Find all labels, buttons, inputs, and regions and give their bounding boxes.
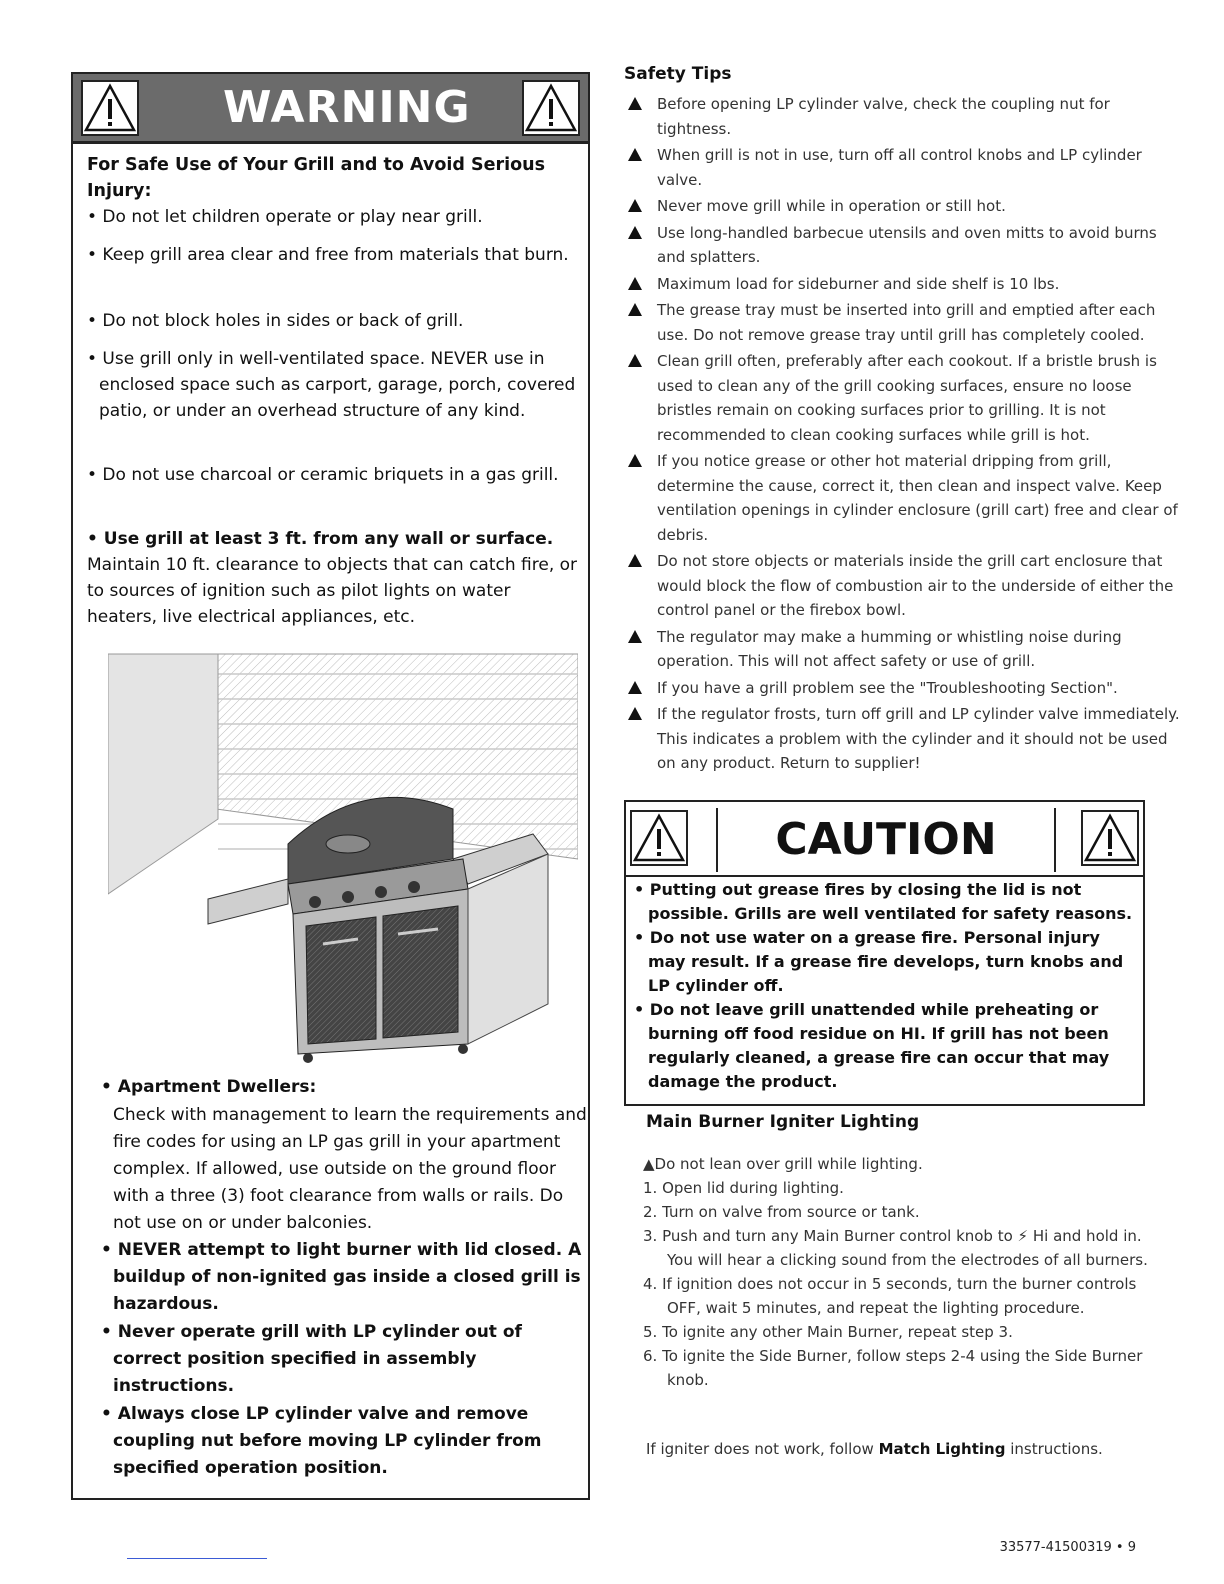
triangle-bullet-icon <box>628 303 642 316</box>
clearance-text: Maintain 10 ft. clearance to objects that can catch fire, or to sources of ignition such as pilot lights on water heaters, live electrical appliances, etc. <box>87 555 578 627</box>
safety-tip: When grill is not in use, turn off all control knobs and LP cylinder valve. <box>624 143 1184 192</box>
safety-tip: Never move grill while in operation or still hot. <box>624 194 1184 219</box>
warning-box <box>71 72 590 1500</box>
safety-tip: Before opening LP cylinder valve, check the coupling nut for tightness. <box>624 92 1184 141</box>
safety-tip: Use long-handled barbecue utensils and oven mitts to avoid burns and splatters. <box>624 221 1184 270</box>
safety-tip: The grease tray must be inserted into grill and emptied after each use. Do not remove grease tray until grill has completely cooled. <box>624 298 1184 347</box>
safety-tip: Clean grill often, preferably after each cookout. If a bristle brush is used to clean any of the grill cooking surfaces, ensure no loose bristles remain on cooking surfaces prior to grilling. It is not recommended to clean cooking surfaces while grill is hot. <box>624 349 1184 447</box>
clearance-heading: • Use grill at least 3 ft. from any wall or surface. <box>87 529 554 549</box>
burner-step: 5. To ignite any other Main Burner, repeat step 3. <box>643 1323 1013 1341</box>
apartment-block <box>101 1074 589 1483</box>
safety-tip: If you have a grill problem see the "Troubleshooting Section". <box>624 676 1184 701</box>
burner-warning-line: ▲Do not lean over grill while lighting. <box>643 1155 923 1173</box>
triangle-bullet-icon <box>628 681 642 694</box>
warning-clearance <box>87 526 582 630</box>
safety-tip: Maximum load for sideburner and side shelf is 10 lbs. <box>624 272 1184 297</box>
apartment-heading: • Apartment Dwellers: <box>101 1077 317 1097</box>
never-lp-warning: • Never operate grill with LP cylinder out of correct position specified in assembly instructions. <box>101 1322 522 1396</box>
warning-triangle-icon <box>522 80 580 136</box>
triangle-bullet-icon <box>628 454 642 467</box>
burner-step: 1. Open lid during lighting. <box>643 1179 844 1197</box>
triangle-bullet-icon <box>628 148 642 161</box>
warning-bullet: • Use grill only in well-ventilated space. NEVER use in enclosed space such as carport, garage, porch, covered patio, or under an overhead structure of any kind. <box>87 349 576 421</box>
triangle-bullet-icon <box>628 554 642 567</box>
grill-illustration <box>108 644 578 1079</box>
safety-tips-list <box>624 92 1184 778</box>
burner-step: 4. If ignition does not occur in 5 seconds, turn the burner controls OFF, wait 5 minutes, and repeat the lighting procedure. <box>643 1275 1137 1317</box>
apartment-text: Check with management to learn the requirements and fire codes for using an LP gas grill in your apartment complex. If allowed, use outside on the ground floor with a three (3) foot clearance from walls or rails. Do not use on or under balconies. <box>113 1105 587 1233</box>
warning-bullet: • Do not block holes in sides or back of grill. <box>87 311 464 331</box>
warning-triangle-icon <box>1081 810 1139 866</box>
match-lighting-note: If igniter does not work, follow Match Lighting instructions. <box>646 1440 1103 1458</box>
safety-tips-title: Safety Tips <box>624 64 732 84</box>
warning-bullet: • Do not use charcoal or ceramic briquets in a gas grill. <box>87 465 559 485</box>
burner-step: 3. Push and turn any Main Burner control knob to ⚡ Hi and hold in. You will hear a clicking sound from the electrodes of all burners. <box>643 1227 1148 1269</box>
warning-triangle-icon <box>81 80 139 136</box>
caution-item: • Do not leave grill unattended while preheating or burning off food residue on HI. If grill has not been regularly cleaned, a grease fire can occur that may damage the product. <box>634 1000 1110 1091</box>
warning-triangle-icon <box>630 810 688 866</box>
caution-body <box>634 878 1139 1094</box>
caution-item: • Do not use water on a grease fire. Personal injury may result. If a grease fire develops, turn knobs and LP cylinder off. <box>634 928 1124 995</box>
caution-item: • Putting out grease fires by closing the lid is not possible. Grills are well ventilated for safety reasons. <box>634 880 1133 923</box>
always-close-warning: • Always close LP cylinder valve and remove coupling nut before moving LP cylinder from specified operation position. <box>101 1404 542 1478</box>
never-lid-warning: • NEVER attempt to light burner with lid closed. A buildup of non-ignited gas inside a closed grill is hazardous. <box>101 1240 582 1314</box>
safety-tip: The regulator may make a humming or whistling noise during operation. This will not affect safety or use of grill. <box>624 625 1184 674</box>
caution-box <box>624 800 1145 1106</box>
burner-step: 6. To ignite the Side Burner, follow steps 2-4 using the Side Burner knob. <box>643 1347 1143 1389</box>
burner-steps <box>643 1152 1163 1392</box>
warning-bullet: • Keep grill area clear and free from materials that burn. <box>87 245 569 265</box>
safety-tip: If you notice grease or other hot material dripping from grill, determine the cause, correct it, then clean and inspect valve. Keep ventilation openings in cylinder enclosure (grill cart) free and clear of debris. <box>624 449 1184 547</box>
burner-step: 2. Turn on valve from source or tank. <box>643 1203 920 1221</box>
triangle-bullet-icon <box>628 97 642 110</box>
triangle-bullet-icon <box>628 277 642 290</box>
burner-section-title: Main Burner Igniter Lighting <box>646 1112 920 1132</box>
triangle-bullet-icon <box>628 199 642 212</box>
match-lighting-link: Match Lighting <box>878 1440 1006 1458</box>
warning-lead: For Safe Use of Your Grill and to Avoid Serious Injury: <box>87 155 545 201</box>
triangle-bullet-icon <box>628 226 642 239</box>
warning-bullet: • Do not let children operate or play near grill. <box>87 207 483 227</box>
footer-link-underline <box>127 1558 267 1559</box>
triangle-bullet-icon <box>628 707 642 720</box>
warning-banner <box>73 74 588 144</box>
safety-tip: If the regulator frosts, turn off grill and LP cylinder valve immediately. This indicates a problem with the cylinder and it should not be used on any product. Return to supplier! <box>624 702 1184 776</box>
caution-title: CAUTION <box>716 808 1056 872</box>
caution-banner <box>626 802 1143 877</box>
triangle-bullet-icon <box>628 630 642 643</box>
safety-tip: Do not store objects or materials inside the grill cart enclosure that would block the flow of combustion air to the underside of either the control panel or the firebox bowl. <box>624 549 1184 623</box>
page-footer-code: 33577-41500319 • 9 <box>999 1540 1136 1555</box>
triangle-bullet-icon <box>628 354 642 367</box>
warning-title: WARNING <box>223 82 471 133</box>
